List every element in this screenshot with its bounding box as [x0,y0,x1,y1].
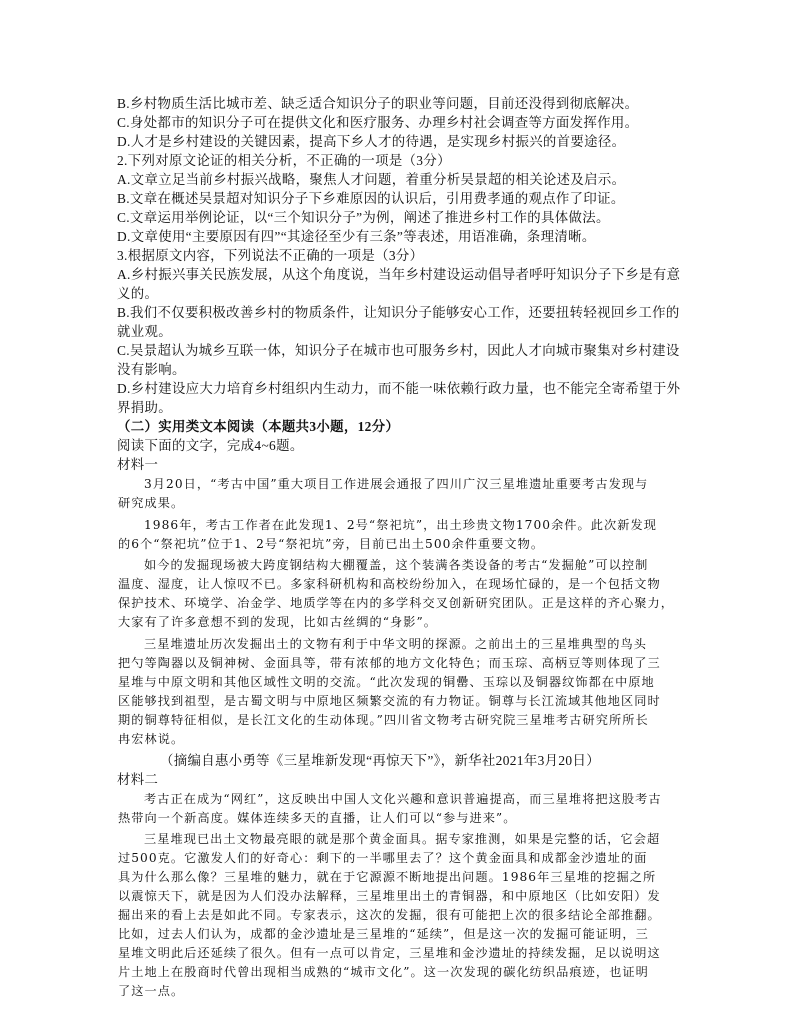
q3-option-a-line2: 义的。 [117,286,159,301]
m1-para2-line1: 1986年，考古工作者在此发现1、2号“祭祀坑”，出土珍贵文物1700余件。此次新发现 [144,518,657,532]
m2-para2-line3: 具为什么那么像？三星堆的魅力，就在于它源源不断地提出问题。1986年三星堆的挖掘之所 [118,870,657,884]
material-two-label: 材料二 [117,772,159,787]
q3-option-d-line2: 界捐助。 [117,400,172,415]
q3-option-b-line2: 就业观。 [117,324,172,339]
m1-para3-line1: 如今的发掘现场被大跨度钢结构大棚覆盖，这个装满各类设备的考古“发掘舱”可以控制 [144,558,649,572]
q3-option-c-line1: C.吴景超认为城乡互联一体，知识分子在城市也可服务乡村，因此人才向城市聚集对乡村建设 [117,343,680,358]
m2-para1-line1: 考古正在成为“网红”，这反映出中国人文化兴趣和意识普遍提高，而三星堆将把这股考古 [144,792,662,806]
m1-para4-line6: 冉宏林说。 [118,732,185,746]
q3-stem: 3.根据原文内容，下列说法不正确的一项是（3分） [117,248,424,263]
m1-para4-line2: 把勺等陶器以及铜神树、金面具等，带有浓郁的地方文化特色；而玉琮、高柄豆等则体现了三 [118,656,661,670]
q3-option-c-line2: 没有影响。 [117,362,186,377]
m1-para4-line1: 三星堆遗址历次发掘出土的文物有利于中华文明的探源。之前出土的三星堆典型的鸟头 [144,637,648,651]
q2-stem: 2.下列对原文论证的相关分析，不正确的一项是（3分） [117,153,451,168]
q1-option-c: C.身处都市的知识分子可在提供文化和医疗服务、办理乡村社会调查等方面发挥作用。 [117,115,639,130]
m2-para2-line4: 以震惊天下，就是因为人们没办法解释，三星堆里出土的青铜器，和中原地区（比如安阳）发 [118,889,661,903]
q2-option-b: B.文章在概述吴景超对知识分子下乡难原因的认识后，引用费孝通的观点作了印证。 [117,191,625,206]
q3-option-b-line1: B.我们不仅要积极改善乡村的物质条件，让知识分子能够安心工作，还要扭转轻视回乡工作的 [117,305,680,320]
q2-option-c: C.文章运用举例论证，以“三个知识分子”为例，阐述了推进乡村工作的具体做法。 [117,210,610,225]
m2-para2-line9: 了这一点。 [118,984,185,998]
m1-source-citation: （摘编自惠小勇等《三星堆新发现“再惊天下”》，新华社2021年3月20日） [160,753,600,768]
q2-option-d: D.文章使用“主要原因有四”“其途径至少有三条”等表述，用语准确，条理清晰。 [117,229,596,244]
m1-para3-line2: 温度、湿度，让人惊叹不已。多家科研机构和高校纷纷加入，在现场忙碌的，是一个包括文物 [118,577,661,591]
q3-option-a-line1: A.乡村振兴事关民族发展，从这个角度说，当年乡村建设运动倡导者呼吁知识分子下乡是有意 [117,267,681,282]
m1-para4-line5: 期的铜尊特征相似，是长江文化的生动体现。”四川省文物考古研究院三星堆考古研究所所长 [118,713,649,727]
q1-option-d: D.人才是乡村建设的关键因素，提高下乡人才的待遇，是实现乡村振兴的首要途径。 [117,134,626,149]
q3-option-d-line1: D.乡村建设应大力培育乡村组织内生动力，而不能一味依赖行政力量，也不能完全寄希望于外 [117,381,681,396]
q1-option-b: B.乡村物质生活比城市差、缺乏适合知识分子的职业等问题，目前还没得到彻底解决。 [117,96,639,111]
material-one-label: 材料一 [117,457,159,472]
m1-para4-line3: 星堆与中原文明和其他区域性文明的交流。“此次发现的铜罍、玉琮以及铜器纹饰都在中原地 [118,675,655,689]
m1-para3-line4: 大家有了许多意想不到的发现，比如古丝绸的“身影”。 [118,615,438,629]
reading-instruction: 阅读下面的文字，完成4~6题。 [117,438,304,453]
m2-para2-line5: 掘出来的看上去是如此不同。专家表示，这次的发掘，很有可能把上次的很多结论全部推翻。 [118,908,661,922]
m2-para2-line7: 星堆文明此后还延续了很久。但有一点可以肯定，三星堆和金沙遗址的持续发掘，足以说明这 [118,946,661,960]
m2-para1-line2: 热带向一个新高度。媒体连续多天的直播，让人们可以“参与进来”。 [118,811,517,825]
q2-option-a: A.文章立足当前乡村振兴战略，聚焦人才问题，着重分析吴景超的相关论述及启示。 [117,172,626,187]
m1-para4-line4: 区能够找到祖型，是古蜀文明与中原地区频繁交流的有力物证。铜尊与长江流域其他地区同时 [118,694,661,708]
m2-para2-line1: 三星堆现已出土文物最亮眼的就是那个黄金面具。据专家推测，如果是完整的话，它会超 [144,832,661,846]
m2-para2-line2: 过500克。它激发人们的好奇心：剩下的一半哪里去了？这个黄金面具和成都金沙遗址的面 [118,851,648,865]
m2-para2-line8: 片土地上在殷商时代曾出现相当成熟的“城市文化”。这一次发现的碳化纺织品痕迹，也证明 [118,965,649,979]
m1-para1-line2: 研究成果。 [118,496,185,510]
m1-para2-line2: 的6个“祭祀坑”位于1、2号“祭祀坑”旁，目前已出土500余件重要文物。 [118,537,545,551]
m2-para2-line6: 比如，过去人们认为，成都的金沙遗址是三星堆的“延续”，但是这一次的发掘可能证明，三 [118,927,649,941]
m1-para1-line1: 3月20日，“考古中国”重大项目工作进展会通报了四川广汉三星堆遗址重要考古发现与 [144,477,649,491]
m1-para3-line3: 保护技术、环境学、冶金学、地质学等在内的多学科交叉创新研究团队。正是这样的齐心聚力， [118,596,674,610]
section-title: （二）实用类文本阅读（本题共3小题，12分） [117,419,400,434]
